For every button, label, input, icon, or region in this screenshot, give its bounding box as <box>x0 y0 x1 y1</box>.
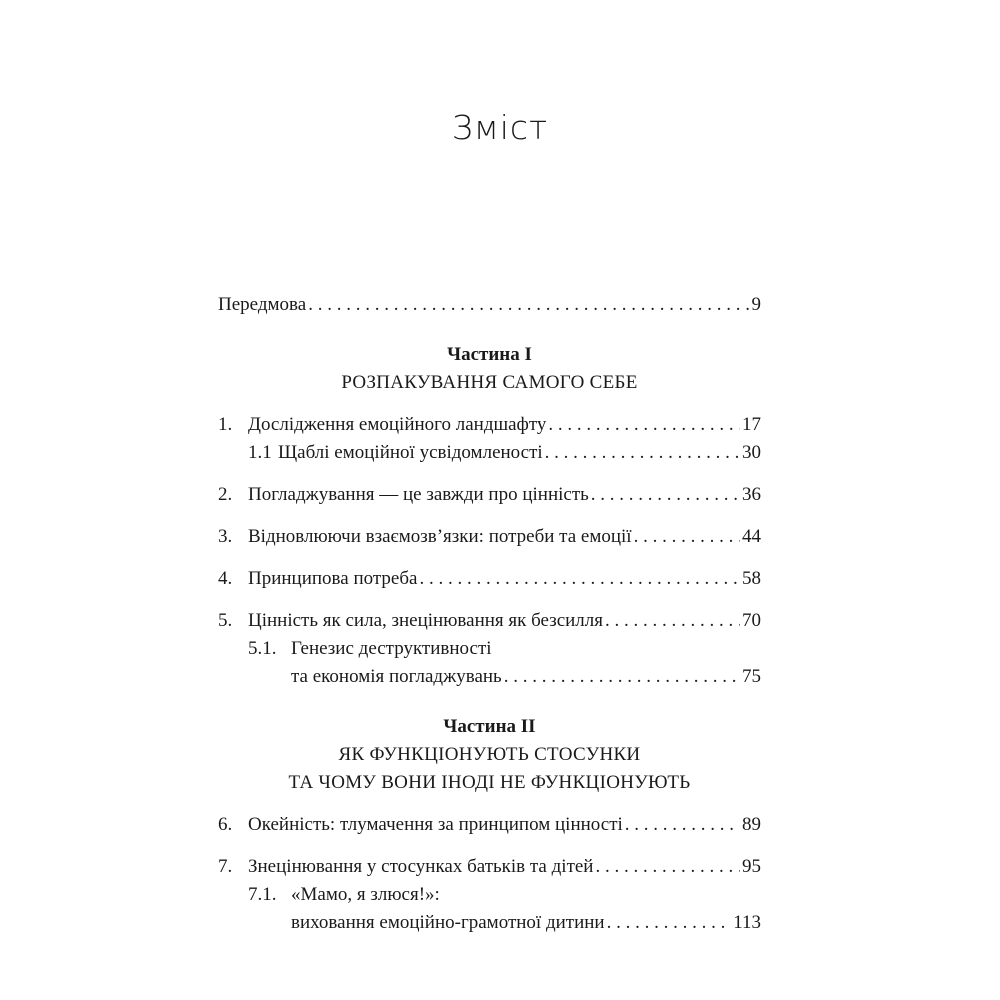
dot-leader <box>545 439 740 467</box>
dot-leader <box>605 607 740 635</box>
page-title: Зміст <box>451 108 549 147</box>
toc-entry-label: Дослідження емоційного ландшафту <box>248 414 547 435</box>
dot-leader <box>504 663 740 691</box>
toc-page-number: 113 <box>733 912 761 933</box>
dot-leader <box>308 291 749 319</box>
toc-entry-label: Окейність: тлумачення за принципом цінності <box>248 814 623 835</box>
toc-entry-number: 1. <box>218 414 233 435</box>
toc-entry-number: 7.1. <box>248 884 277 905</box>
toc-subentry[interactable] <box>218 635 761 663</box>
toc-subentry[interactable] <box>218 881 761 909</box>
toc-entry-number: 5. <box>218 610 233 631</box>
toc-entry-label: Генезис деструктивності <box>291 638 492 659</box>
table-of-contents <box>218 291 761 937</box>
toc-entry-label: Цінність як сила, знецінювання як безсилля <box>248 610 604 631</box>
toc-entry-label-continued: виховання емоційно-грамотної дитини <box>291 912 605 933</box>
part-heading: Частина I <box>447 344 532 365</box>
dot-leader <box>548 411 740 439</box>
dot-leader <box>591 481 740 509</box>
toc-subentry[interactable] <box>218 439 761 467</box>
toc-entry-label: Щаблі емоційної усвідомленості <box>278 442 543 463</box>
toc-entry-label-continued: та економія погладжувань <box>291 666 502 687</box>
toc-entry-number: 7. <box>218 856 233 877</box>
toc-entry-preface[interactable] <box>218 291 761 319</box>
toc-page-number: 70 <box>742 610 761 631</box>
toc-entry-label: Відновлюючи взаємозв’язки: потреби та емоції <box>248 526 632 547</box>
toc-page-number: 58 <box>742 568 761 589</box>
part-heading: Частина II <box>443 716 536 737</box>
toc-entry[interactable] <box>218 481 761 509</box>
toc-page-number: 95 <box>742 856 761 877</box>
toc-entry[interactable] <box>218 523 761 551</box>
toc-entry-label: Знецінювання у стосунках батьків та дітей <box>248 856 594 877</box>
toc-entry-number: 3. <box>218 526 233 547</box>
toc-entry[interactable] <box>218 565 761 593</box>
toc-entry-label: «Мамо, я злюся!»: <box>291 884 440 905</box>
part-title-line-1: ЯК ФУНКЦІОНУЮТЬ СТОСУНКИ <box>338 744 641 765</box>
dot-leader <box>607 909 732 937</box>
toc-entry-number: 6. <box>218 814 233 835</box>
part-title-line-2: ТА ЧОМУ ВОНИ ІНОДІ НЕ ФУНКЦІОНУЮТЬ <box>288 772 691 793</box>
dot-leader <box>419 565 740 593</box>
toc-entry-number: 5.1. <box>248 638 277 659</box>
toc-page-number: 9 <box>751 294 761 315</box>
toc-page-number: 75 <box>742 666 761 687</box>
toc-entry-number: 4. <box>218 568 233 589</box>
toc-entry-label: Погладжування — це завжди про цінність <box>248 484 589 505</box>
toc-entry[interactable] <box>218 811 761 839</box>
dot-leader <box>625 811 740 839</box>
toc-subentry-continuation[interactable] <box>218 909 761 937</box>
toc-page-number: 17 <box>742 414 761 435</box>
part-title: РОЗПАКУВАННЯ САМОГО СЕБЕ <box>341 372 638 393</box>
toc-subentry-continuation[interactable] <box>218 663 761 691</box>
toc-entry-number: 2. <box>218 484 233 505</box>
toc-page-number: 36 <box>742 484 761 505</box>
toc-entry-label: Принципова потреба <box>248 568 418 589</box>
toc-page-number: 44 <box>742 526 761 547</box>
toc-entry[interactable] <box>218 607 761 635</box>
toc-entry-number: 1.1 <box>248 442 272 463</box>
toc-page-number: 30 <box>742 442 761 463</box>
toc-entry-label: Передмова <box>218 294 307 315</box>
dot-leader <box>595 853 740 881</box>
toc-entry[interactable] <box>218 853 761 881</box>
toc-page-number: 89 <box>742 814 761 835</box>
dot-leader <box>634 523 740 551</box>
toc-entry[interactable] <box>218 411 761 439</box>
